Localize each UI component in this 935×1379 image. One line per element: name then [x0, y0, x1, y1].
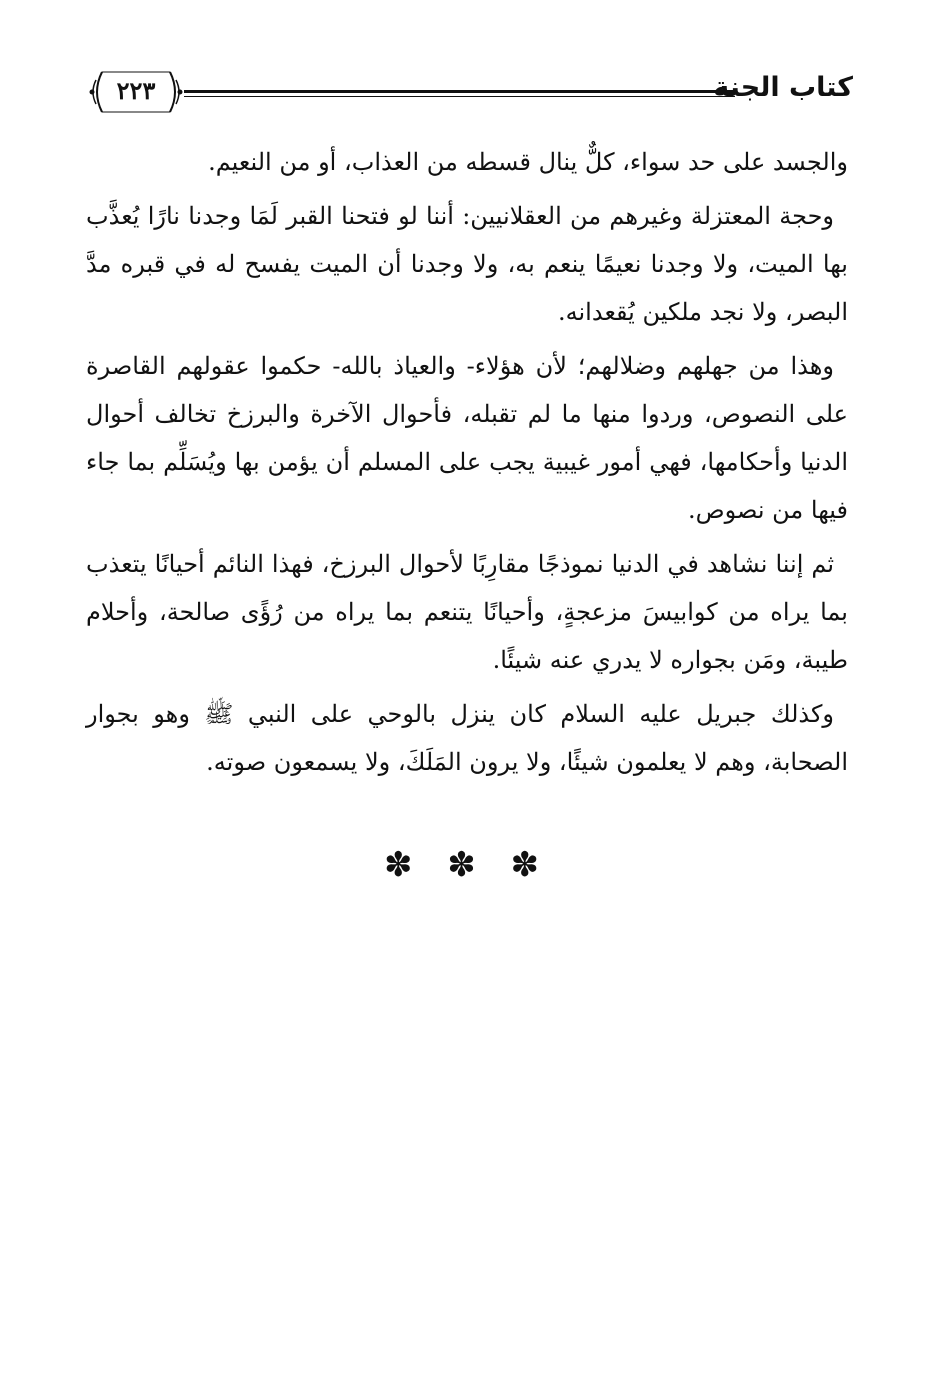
book-title: كتاب الجنة [713, 72, 853, 103]
section-end-ornament: ✽ ✽ ✽ [383, 845, 552, 885]
paragraph: وكذلك جبريل عليه السلام كان ينزل بالوحي على النبي ﷺ وهو بجوار الصحابة، وهم لا يعلمون شيئًا، ولا يرون المَلَكَ، ولا يسمعون صوته. [86, 700, 848, 776]
paragraph: والجسد على حد سواء، كلٌّ ينال قسطه من العذاب، أو من النعيم. [208, 148, 848, 176]
body-text [86, 138, 848, 792]
paragraph: وحجة المعتزلة وغيرهم من العقلانيين: أننا لو فتحنا القبر لَمَا وجدنا نارًا يُعذَّب بها الميت، ولا وجدنا نعيمًا ينعم به، ولا وجدنا أن الميت يفسح له في قبره مدَّ البصر، ولا نجد ملكين يُقعدانه. [86, 202, 848, 326]
page-number-badge [88, 66, 184, 118]
page-number: ٢٢٣ [116, 76, 156, 105]
paragraph: وهذا من جهلهم وضلالهم؛ لأن هؤلاء- والعياذ بالله- حكموا عقولهم القاصرة على النصوص، وردوا منها ما لم تقبله، فأحوال الآخرة والبرزخ تخالف أحوال الدنيا وأحكامها، فهي أمور غيبية يجب على المسلم أن يؤمن بها ويُسَلِّم بما جاء فيها من نصوص. [86, 352, 848, 524]
page-header [88, 66, 853, 120]
paragraph: ثم إننا نشاهد في الدنيا نموذجًا مقارِبًا لأحوال البرزخ، فهذا النائم أحيانًا يتعذب بما يراه من كوابيسَ مزعجةٍ، وأحيانًا يتنعم بما يراه من رُؤًى صالحة، وأحلام طيبة، ومَن بجواره لا يدري عنه شيئًا. [86, 550, 848, 674]
header-rule [184, 90, 735, 97]
